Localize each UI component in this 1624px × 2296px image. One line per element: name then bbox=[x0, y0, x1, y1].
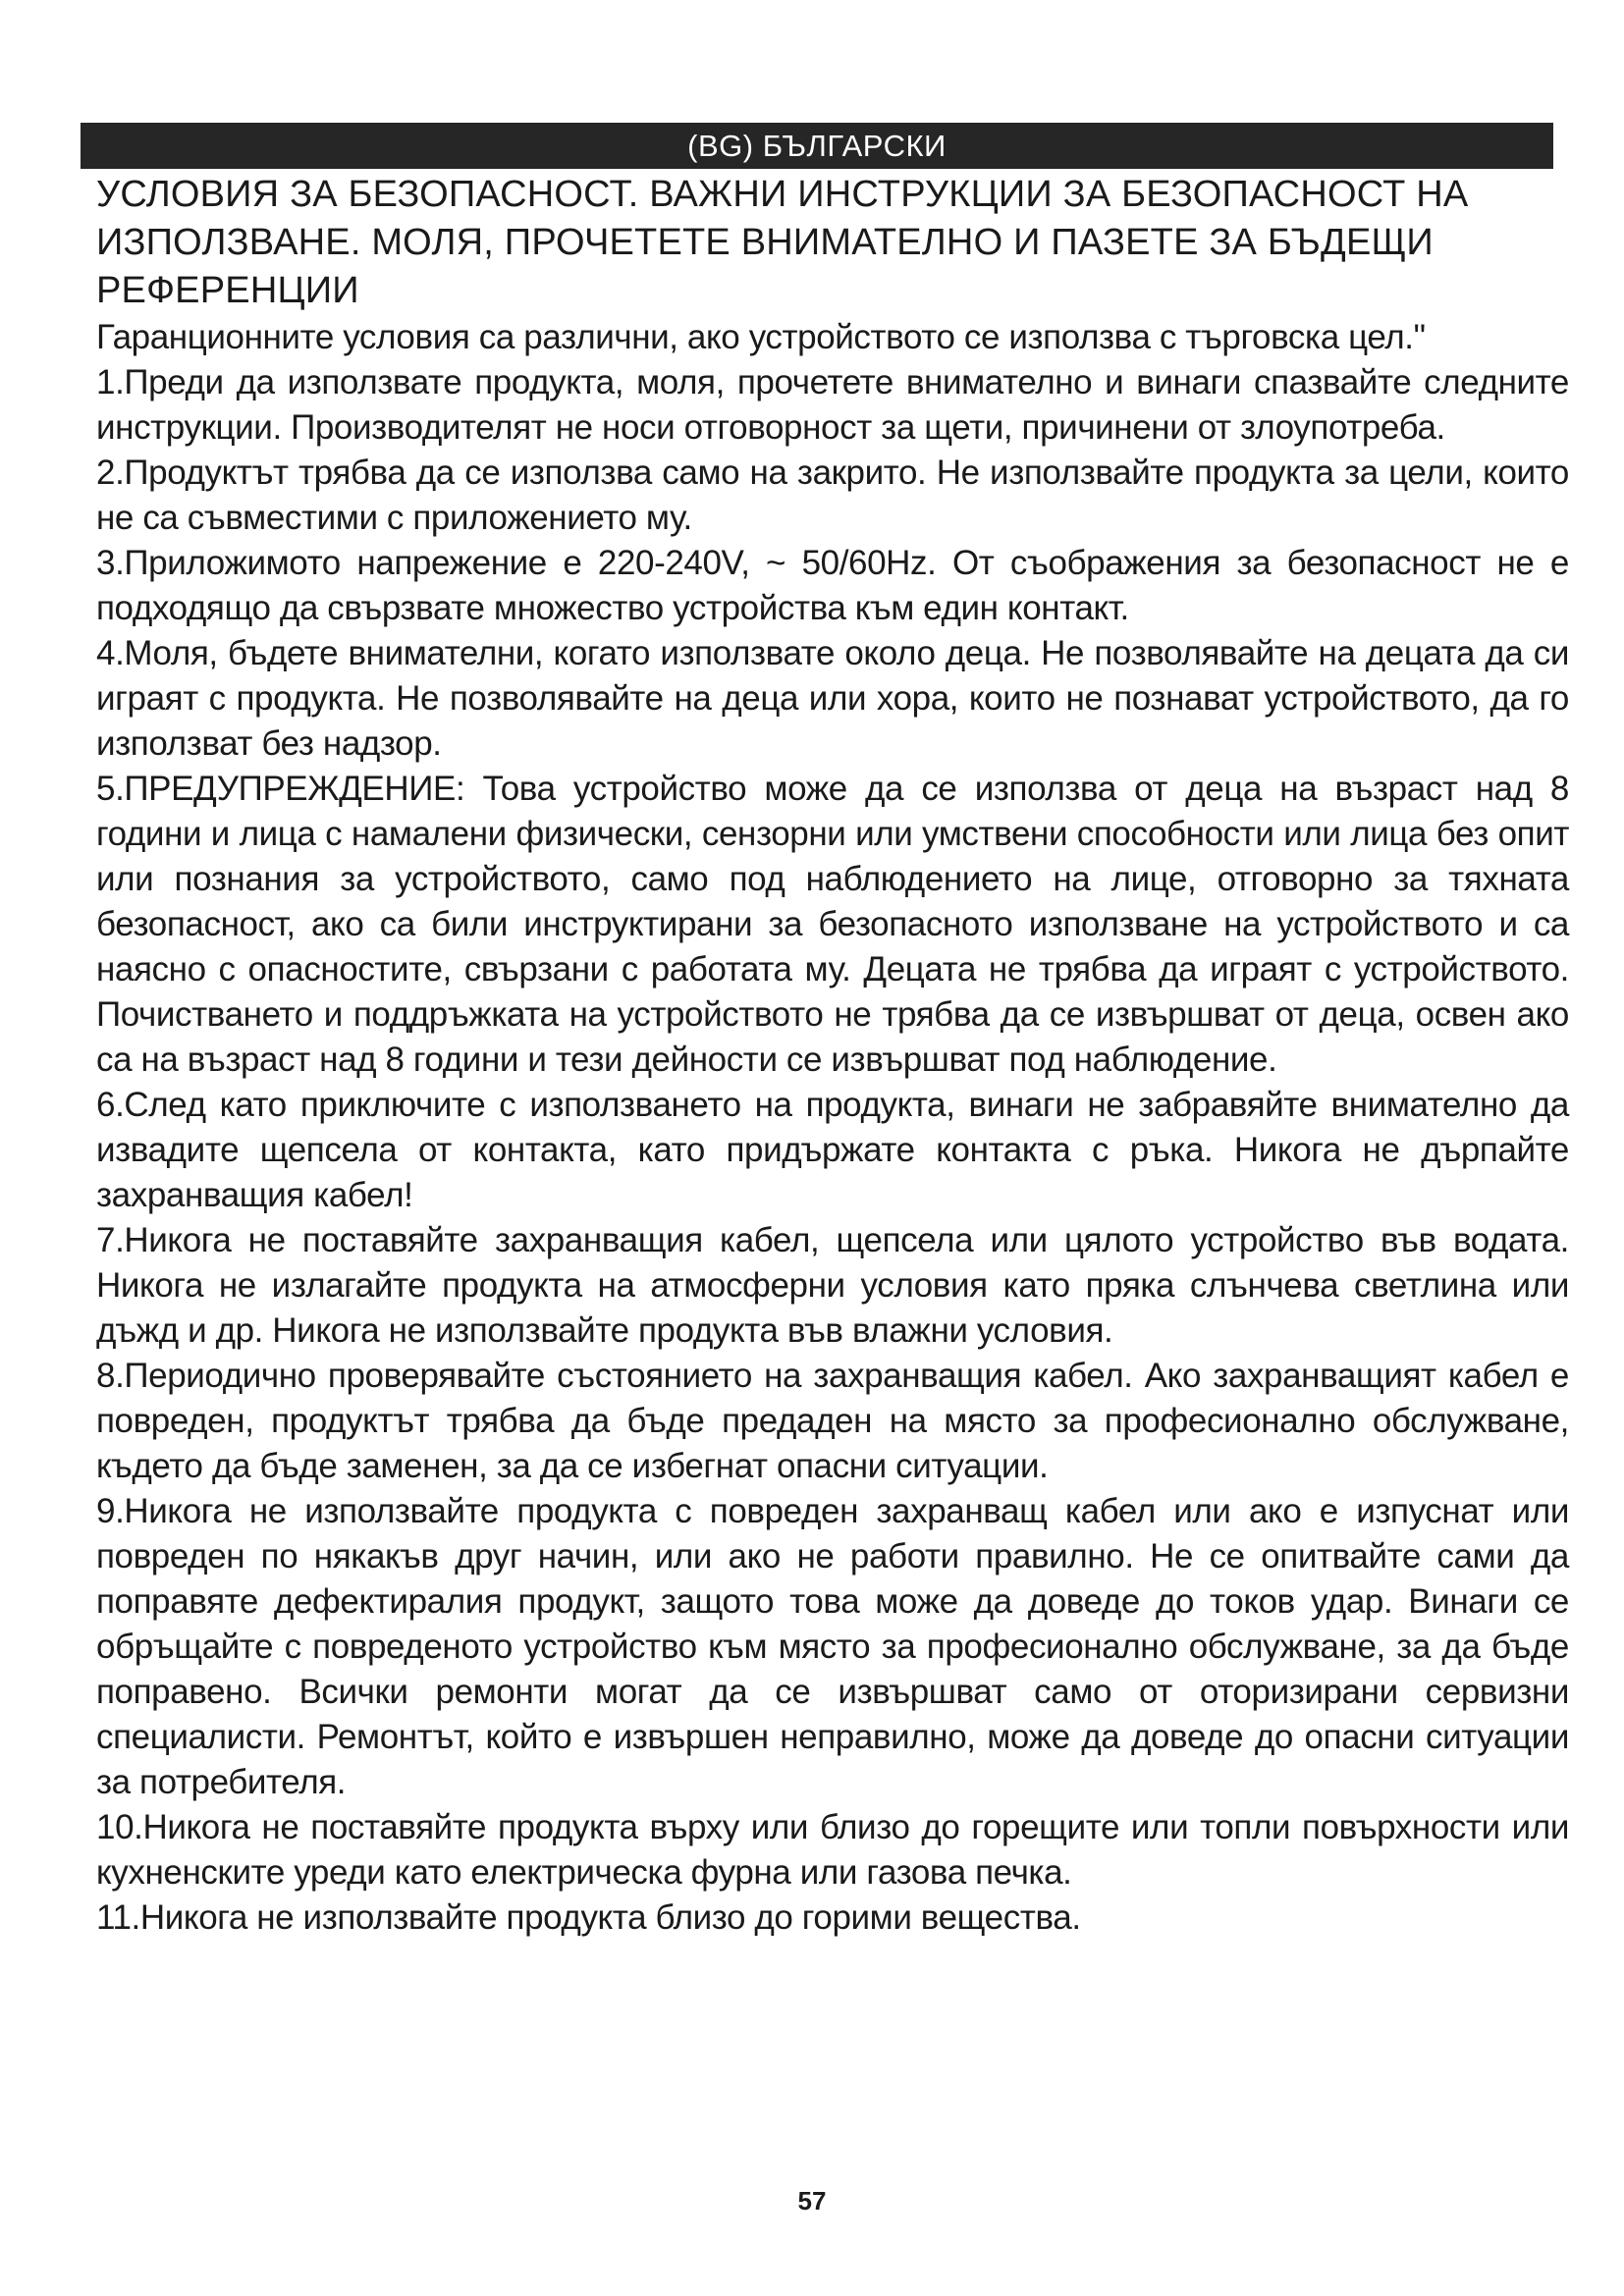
instruction-item-6: 6.След като приключите с използването на продукта, винаги не забравяйте внимателно да извадите щепсела от контакта, като придържате контакта с ръка. Никога не дърпайте захранващия кабел! bbox=[96, 1086, 1569, 1214]
instruction-item-5: 5.ПРЕДУПРЕЖДЕНИЕ: Това устройство може да се използва от деца на възраст над 8 години и лица с намалени физически, сензорни или умствени способности или лица без опит или познания за устройството, само под наблюдението на лице, отговорно за тяхната безопасност, ако са били инструктирани за безопасното използване на устройството и са наясно с опасностите, свързани с работата му. Децата не трябва да играят с устройството. Почистването и поддръжката на устройството не трябва да се извършват от деца, освен ако са на възраст над 8 години и тези дейности се извършват под наблюдение. bbox=[96, 770, 1569, 1079]
instruction-item-4: 4.Моля, бъдете внимателни, когато използвате около деца. Не позволявайте на децата да си играят с продукта. Не позволявайте на деца или хора, които не познават устройството, да го използват без надзор. bbox=[96, 634, 1569, 763]
safety-heading: УСЛОВИЯ ЗА БЕЗОПАСНОСТ. ВАЖНИ ИНСТРУКЦИИ ЗА БЕЗОПАСНОСТ НА ИЗПОЛЗВАНЕ. МОЛЯ, ПРОЧЕТЕТЕ ВНИМАТЕЛНО И ПАЗЕТЕ ЗА БЪДЕЩИ РЕФЕРЕНЦИИ bbox=[96, 174, 1469, 311]
page-number: 57 bbox=[797, 2186, 827, 2216]
instruction-item-2: 2.Продуктът трябва да се използва само на закрито. Не използвайте продукта за цели, които не са съвместими с приложението му. bbox=[96, 454, 1569, 537]
language-header-bar: (BG) БЪЛГАРСКИ bbox=[81, 123, 1553, 169]
instruction-item-1: 1.Преди да използвате продукта, моля, прочетете внимателно и винаги спазвайте следните инструкции. Производителят не носи отговорност за щети, причинени от злоупотреба. bbox=[96, 363, 1569, 447]
instruction-item-9: 9.Никога не използвайте продукта с повреден захранващ кабел или ако е изпуснат или повреден по някакъв друг начин, или ако не работи правилно. Не се опитвайте сами да поправяте дефектиралия продукт, защото това може да доведе до токов удар. Винаги се обръщайте с повреденото устройство към място за професионално обслужване, за да бъде поправено. Всички ремонти могат да се извършват само от оторизирани сервизни специалисти. Ремонтът, който е извършен неправилно, може да доведе до опасни ситуации за потребителя. bbox=[96, 1492, 1569, 1801]
instruction-item-10: 10.Никога не поставяйте продукта върху или близо до горещите или топли повърхности или кухненските уреди като електрическа фурна или газова печка. bbox=[96, 1808, 1569, 1892]
instruction-item-3: 3.Приложимото напрежение е 220-240V, ~ 50/60Hz. От съображения за безопасност не е подходящо да свързвате множество устройства към един контакт. bbox=[96, 544, 1569, 627]
warranty-note: Гаранционните условия са различни, ако устройството се използва с търговска цел." bbox=[96, 318, 1426, 356]
document-body bbox=[96, 171, 1569, 1941]
instruction-item-8: 8.Периодично проверявайте състоянието на захранващия кабел. Ако захранващият кабел е повреден, продуктът трябва да бъде предаден на място за професионално обслужване, където да бъде заменен, за да се избегнат опасни ситуации. bbox=[96, 1357, 1569, 1485]
instruction-item-11: 11.Никога не използвайте продукта близо до горими вещества. bbox=[96, 1898, 1081, 1937]
instruction-item-7: 7.Никога не поставяйте захранващия кабел, щепсела или цялото устройство във водата. Никога не излагайте продукта на атмосферни условия като пряка слънчева светлина или дъжд и др. Никога не използвайте продукта във влажни условия. bbox=[96, 1221, 1569, 1350]
